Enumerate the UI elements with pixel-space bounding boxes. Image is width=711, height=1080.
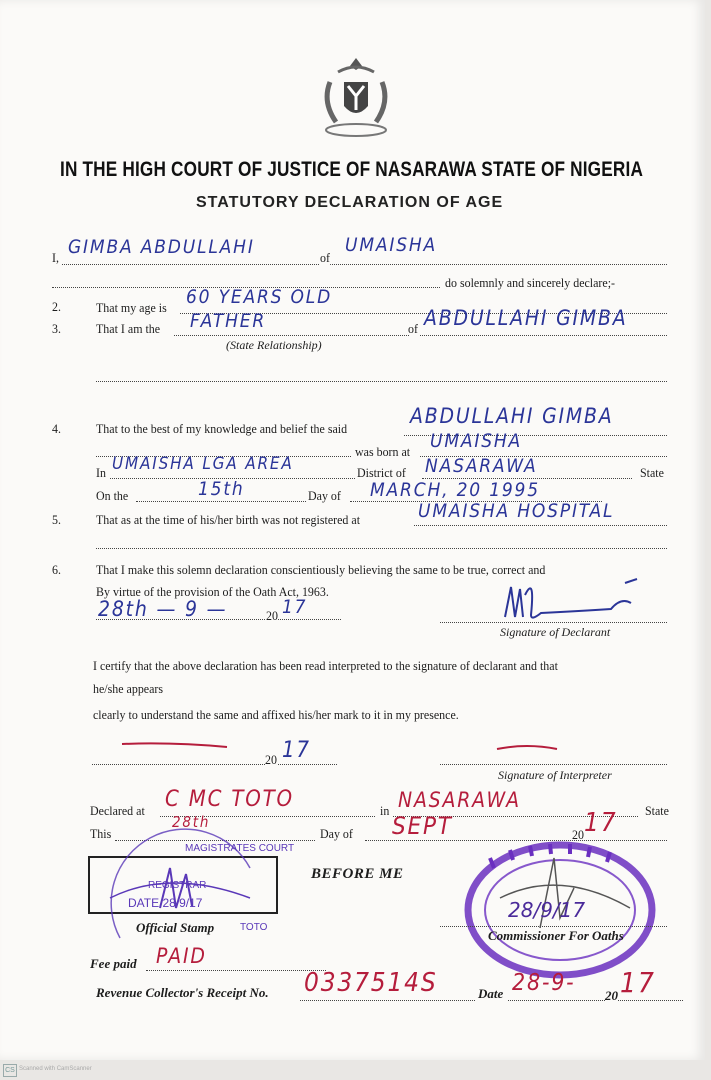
birth-day[interactable]: 15th [198,478,245,500]
item3-number: 3. [52,321,61,336]
declared-in-label: in [380,803,390,818]
declared-at-label: Declared at [90,803,145,818]
fee-paid-label: Fee paid [90,956,137,971]
interpreter-signature [495,744,565,752]
state-label: State [640,465,664,480]
signature-interpreter-caption: Signature of Interpreter [498,768,612,782]
item5-number: 5. [52,512,61,527]
item2-label: That my age is [96,300,167,315]
scanner-badge: CS [3,1064,17,1077]
declarant-signature [495,575,655,625]
signature-declarant-caption: Signature of Declarant [500,625,611,639]
certify-line2: he/she appears [93,681,164,696]
solemn-text: do solemnly and sincerely declare;- [445,275,616,290]
signature-line [440,926,667,927]
item4-number: 4. [52,421,61,436]
day-of-label: Day of [308,488,341,503]
receipt-number[interactable]: 0337514S [304,968,438,998]
district-label: District of [357,465,406,480]
line1-prefix: I, [52,250,59,265]
relationship-caption: (State Relationship) [226,338,322,352]
item3-of: of [408,321,418,336]
relationship-value[interactable]: FATHER [190,310,267,332]
declaration-year[interactable]: 17 [282,596,308,618]
signature-line [440,622,667,623]
declarant-name[interactable]: GIMBA ABDULLAHI [68,236,255,258]
decl-year-prefix: 20 [266,608,278,623]
item5-label: That as at the time of his/her birth was not registered at [96,512,361,527]
certify-line1: I certify that the above declaration has been read interpreted to the signature of declarant and that [93,658,558,673]
item6-text2: By virtue of the provision of the Oath Act, 1963. [96,584,329,599]
dotted-line [146,970,326,971]
court-title: IN THE HIGH COURT OF JUSTICE OF NASARAWA STATE OF NIGERIA [60,158,644,181]
birth-place[interactable]: UMAISHA [430,430,523,452]
subject-name[interactable]: ABDULLAHI GIMBA [424,306,628,330]
dotted-line [136,501,306,502]
district-value[interactable]: NASARAWA [425,455,538,477]
declared-state-label: State [645,803,669,818]
declaration-date[interactable]: 28th — 9 — [98,597,228,621]
this-month-value[interactable]: SEPT [392,812,453,840]
dotted-line [96,381,667,382]
this-year-value[interactable]: 17 [584,808,618,838]
interp-year-prefix: 20 [265,752,277,767]
item2-number: 2. [52,299,61,314]
this-label: This [90,826,112,841]
date-label: Date [478,986,504,1001]
document-title: STATUTORY DECLARATION OF AGE [196,194,504,211]
dotted-line [300,1000,475,1001]
court-stamp-text: MAGISTRATES COURT [185,843,295,854]
item4-name[interactable]: ABDULLAHI GIMBA [410,404,614,428]
birth-month-year[interactable]: MARCH, 20 1995 [370,479,540,501]
official-stamp-caption: Official Stamp [136,920,215,935]
fee-paid-value[interactable]: PAID [156,944,207,968]
signature-line [440,764,667,765]
item6-text: That I make this solemn declaration conscientiously believing the same to be true, correct and [96,562,546,577]
dotted-line [420,335,667,336]
scanner-text: Scanned with CamScanner [19,1066,92,1072]
age-value[interactable]: 60 YEARS OLD [186,286,333,308]
on-the-label: On the [96,488,129,503]
dotted-line [92,764,337,765]
item3-label: That I am the [96,321,161,336]
receipt-label: Revenue Collector's Receipt No. [96,985,269,1000]
court-stamp-town: TOTO [240,922,268,933]
commissioner-date: 28/9/17 [508,898,586,922]
declared-at-value[interactable]: C MC TOTO [165,787,294,812]
commissioner-caption: Commissioner For Oaths [488,928,624,943]
interpreter-date-dash [120,740,230,750]
before-me-label: BEFORE ME [311,866,404,882]
this-day-value[interactable]: 28th [172,813,211,831]
dotted-line [96,548,667,549]
receipt-year-prefix: 20 [605,988,618,1003]
born-label: was born at [355,444,411,459]
lga-value[interactable]: UMAISHA LGA AREA [112,454,294,474]
dotted-line [414,525,667,526]
of-label: of [320,250,330,265]
this-year-prefix: 20 [572,827,584,842]
coat-of-arms-emblem [308,52,404,144]
receipt-year[interactable]: 17 [620,966,656,999]
registered-at[interactable]: UMAISHA HOSPITAL [418,500,615,522]
day-of2-label: Day of [320,826,353,841]
dotted-line [508,1000,683,1001]
certify-line3: clearly to understand the same and affixed his/her mark to it in my presence. [93,707,459,722]
declared-state-value[interactable]: NASARAWA [398,788,521,812]
item6-number: 6. [52,562,61,577]
dotted-line [174,335,409,336]
declarant-town[interactable]: UMAISHA [345,234,438,256]
item4-label: That to the best of my knowledge and belief the said [96,421,348,436]
name-field-line [62,264,667,265]
registrar-text: REGISTRAR [148,880,207,891]
in-label: In [96,465,106,480]
receipt-date[interactable]: 28-9- [512,970,576,996]
registrar-date: DATE 28/9/17 [128,896,203,910]
interpreter-year[interactable]: 17 [282,738,311,763]
